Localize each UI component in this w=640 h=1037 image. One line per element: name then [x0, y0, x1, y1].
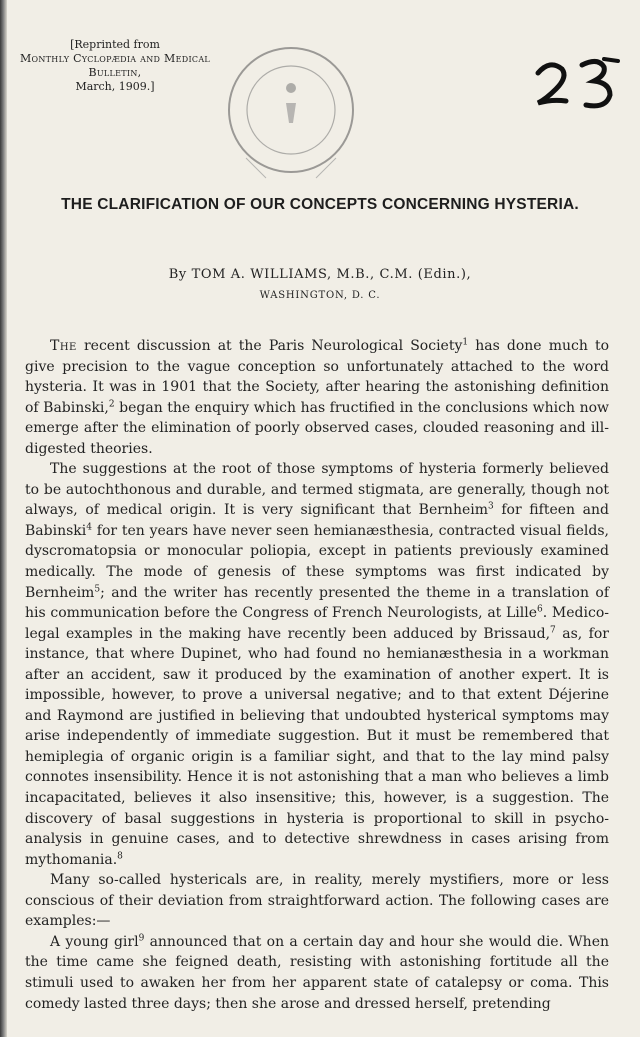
text-run: announced that on a certain day and hour she would die. When the time came she feigned death, resisting with astonishing fortitude all the stimuli used to awaken her from her apparent state of catalepsy or coma. This comedy lasted three days; then she arose and dressed herself, pretending — [25, 933, 609, 1012]
paragraph — [25, 459, 609, 870]
text-run: has done much to give precision to the vague conception so unfortunately attached to the word hysteria. It was in 1901 that the Society, after hearing the astonishing definition of Babinski, — [25, 338, 610, 416]
reprint-header — [10, 38, 220, 94]
handwritten-shelfmark — [532, 55, 622, 115]
text-run: Many so-called hystericals are, in reality, merely mystifiers, more or less conscious of their deviation from straightforward action. The following cases are examples:— — [25, 872, 609, 930]
header-line-1: [Reprinted from — [70, 38, 160, 51]
paragraph — [25, 870, 609, 932]
footnote-ref: 9 — [138, 933, 145, 944]
binding-edge — [0, 0, 7, 1037]
footnote-ref: 6 — [537, 604, 543, 615]
footnote-ref: 4 — [86, 522, 92, 533]
header-line-3: March, 1909.] — [75, 80, 155, 93]
text-run: began the enquiry which has fructified in the conclusions which now emerge after the elimination of poorly observed cases, clouded reasoning and ill-digested theories. — [25, 399, 609, 457]
author-location: WASHINGTON, D. C. — [259, 290, 381, 301]
text-run: A young girl — [50, 933, 139, 950]
footnote-ref: 5 — [94, 583, 101, 594]
text-run: ; and the writer has recently presented the theme in a translation of his communication before the Congress of French Neurologists, at Lille — [25, 584, 609, 622]
library-stamp — [196, 28, 386, 198]
footnote-ref: 1 — [462, 337, 469, 348]
text-run: for ten years have never seen hemianæsthesia, contracted visual fields, dyscromatopsia or monocular poliopia, except in patients previously examined medically. The mode of genesis of these symptoms was first indicated by Bernheim — [25, 522, 609, 601]
article-body — [25, 336, 609, 1014]
paragraph — [25, 932, 609, 1014]
text-run: for fifteen and Babinski — [25, 502, 609, 539]
header-line-2: Monthly Cyclopædia and Medical Bulletin, — [19, 52, 211, 79]
footnote-ref: 8 — [117, 851, 123, 862]
author-byline: By TOM A. WILLIAMS, M.B., C.M. (Edin.), — [168, 267, 472, 282]
footnote-ref: 3 — [488, 501, 494, 512]
article-title: THE CLARIFICATION OF OUR CONCEPTS CONCERNING HYSTERIA. — [61, 196, 579, 213]
text-run: The suggestions at the root of those symptoms of hysteria formerly believed to be autochthonous and durable, and termed stigmata, are generally, though not always, of medical origin. It is very significant that Bernheim — [25, 461, 609, 519]
opening-word: The — [50, 338, 77, 354]
footnote-ref: 7 — [550, 625, 556, 635]
paragraph — [25, 336, 609, 459]
text-run: recent discussion at the Paris Neurological Society — [76, 338, 463, 354]
text-run: . Medico-legal examples in the making have recently been adduced by Brissaud, — [25, 605, 609, 642]
text-run: as, for instance, that where Dupinet, who had found no hemianæsthesia in a workman after an accident, saw it produced by the examination of another expert. It is impossible, however, to prove a universal negative; and to that extent Déjerine and Raymond are justified in believing that undoubted hysterical symptoms may arise independently of immediate suggestion. But it must be remembered that hemiplegia of organic origin is a familiar sight, and that to the lay mind palsy connotes insensibility. Hence it is not astonishing that a man who believes a limb incapacitated, believes it also insensitive; this, however, is a suggestion. The discovery of basal suggestions in hysteria is proportional to skill in psycho-analysis in genuine cases, and to detective shrewdness in cases arising from mythomania. — [25, 625, 609, 868]
footnote-ref: 2 — [108, 398, 115, 409]
